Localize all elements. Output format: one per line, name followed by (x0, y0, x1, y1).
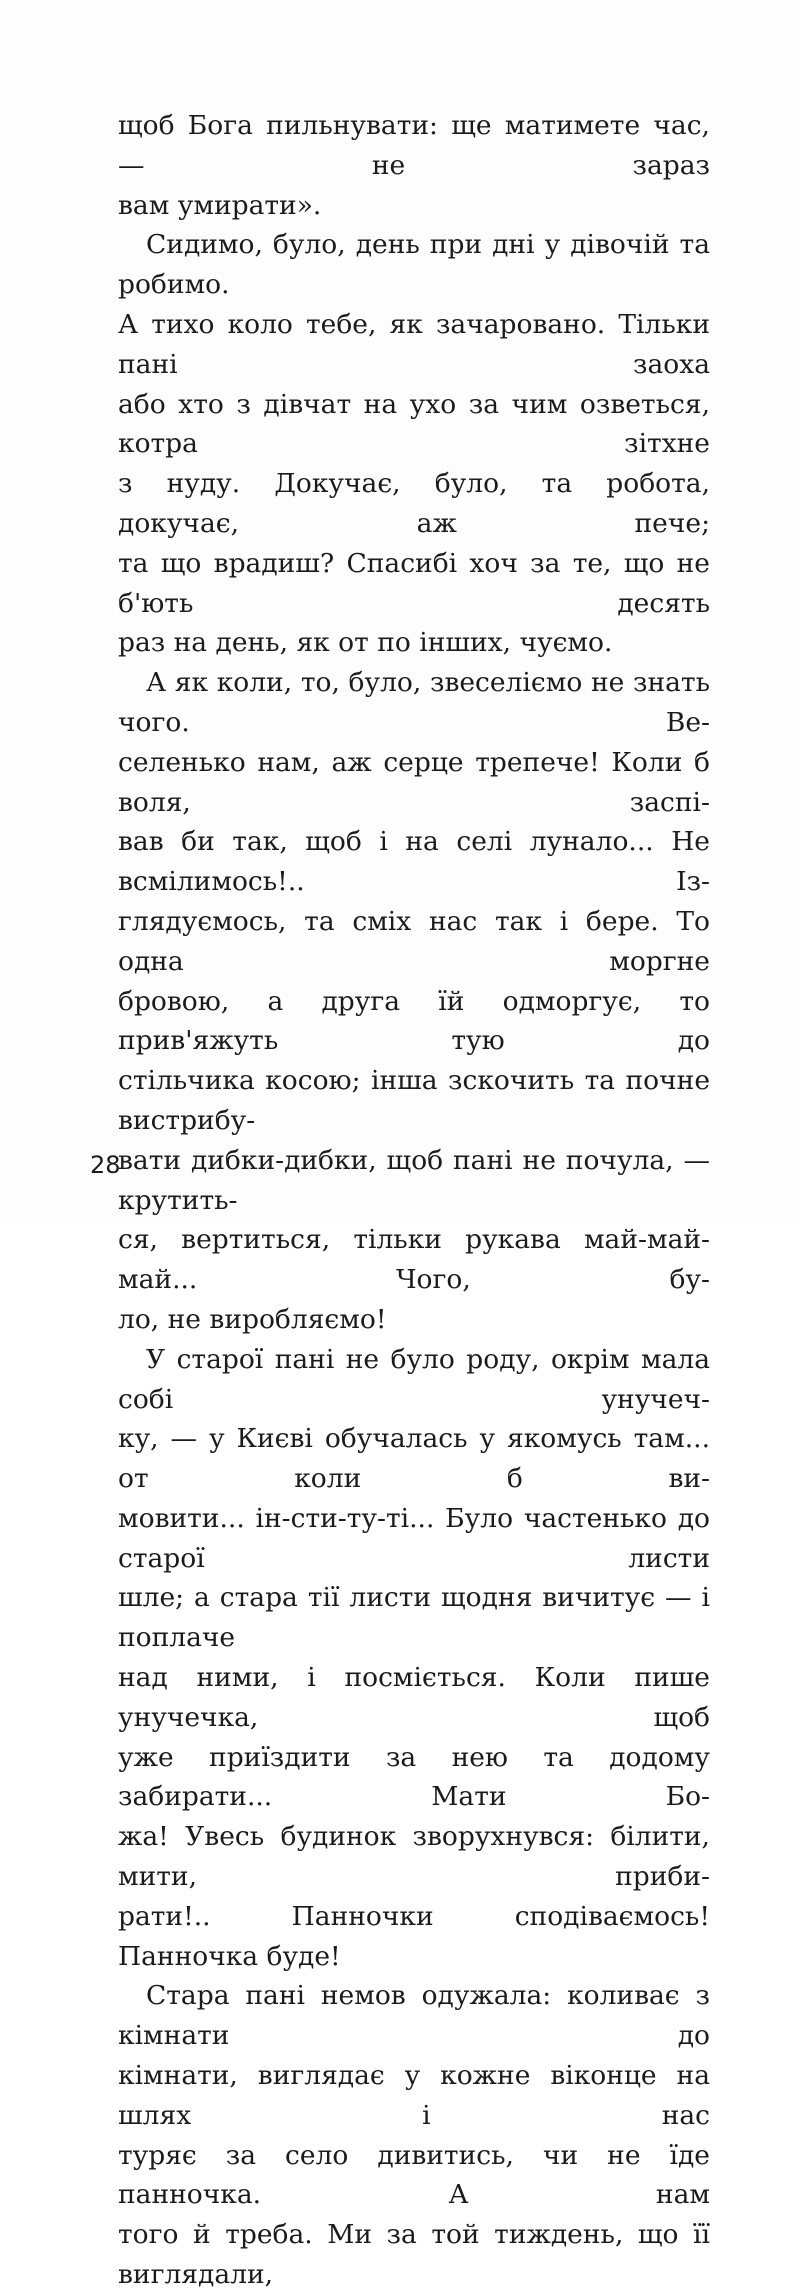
text-line: стільчика косою; інша зскочить та почне вистрибу- (118, 1065, 710, 1136)
body-text (118, 106, 710, 2295)
text-line: того й треба. Ми за той тиждень, що її виглядали, (118, 2219, 710, 2291)
text-line: вав би так, щоб і на селі лунало... Не всмілимось!.. Із- (118, 826, 710, 898)
text-line: щоб Бога пильнувати: ще матимете час, — не зараз (118, 110, 710, 181)
text-line: А тихо коло тебе, як зачаровано. Тільки пані заоха (118, 308, 710, 380)
text-line: туряє за село дивитись, чи не їде панночка. А нам (118, 2139, 710, 2211)
text-line: уже приїздити за нею та додому забирати... Мати Бо- (118, 1741, 710, 1813)
page-number: 28 (90, 1151, 121, 1179)
text-line: бровою, а друга їй одморгує, то прив'яжуть тую до (118, 985, 710, 1057)
text-line: А як коли, то, було, звеселіємо не знать чого. Ве- (118, 667, 710, 738)
text-line: кімнати, виглядає у кожне віконце на шлях і нас (118, 2060, 710, 2131)
text-line: та що врадиш? Спасибі хоч за те, що не б'ють десять (118, 547, 710, 619)
text-line: Сидимо, було, день при дні у дівочій та робимо. (118, 229, 710, 301)
text-line: вам умирати». (118, 189, 322, 221)
text-line: Стара пані немов одужала: коливає з кімнати до (118, 1980, 710, 2052)
text-line: над ними, і посміється. Коли пише унучечка, щоб (118, 1662, 710, 1733)
text-line: жа! Увесь будинок зворухнувся: білити, мити, приби- (118, 1821, 710, 1893)
text-line: вати дибки-дибки, щоб пані не почула, — крутить- (118, 1144, 710, 1216)
text-line: раз на день, як от по інших, чуємо. (118, 627, 613, 659)
text-line: з нуду. Докучає, було, та робота, докучає, аж пече; (118, 468, 710, 539)
text-line: ся, вертиться, тільки рукава май-май-май... Чого, бу- (118, 1224, 710, 1296)
text-line: глядуємось, та сміх нас так і бере. То одна моргне (118, 905, 710, 977)
text-line: шле; а стара тії листи щодня вичитує — і поплаче (118, 1582, 710, 1654)
text-line: або хто з дівчат на ухо за чим озветься, котра зітхне (118, 388, 710, 460)
text-line: мовити... ін-сти-ту-ті... Було частенько до старої листи (118, 1502, 710, 1574)
text-line: рати!.. Панночки сподіваємось! Панночка буде! (118, 1900, 710, 1972)
text-line: ло, не виробляємо! (118, 1303, 387, 1335)
text-line: ку, — у Києві обучалась у якомусь там... от коли б ви- (118, 1423, 710, 1495)
text-line: селенько нам, аж серце трепече! Коли б воля, заспі- (118, 746, 710, 818)
text-line: У старої пані не було роду, окрім мала собі унучеч- (118, 1343, 710, 1415)
